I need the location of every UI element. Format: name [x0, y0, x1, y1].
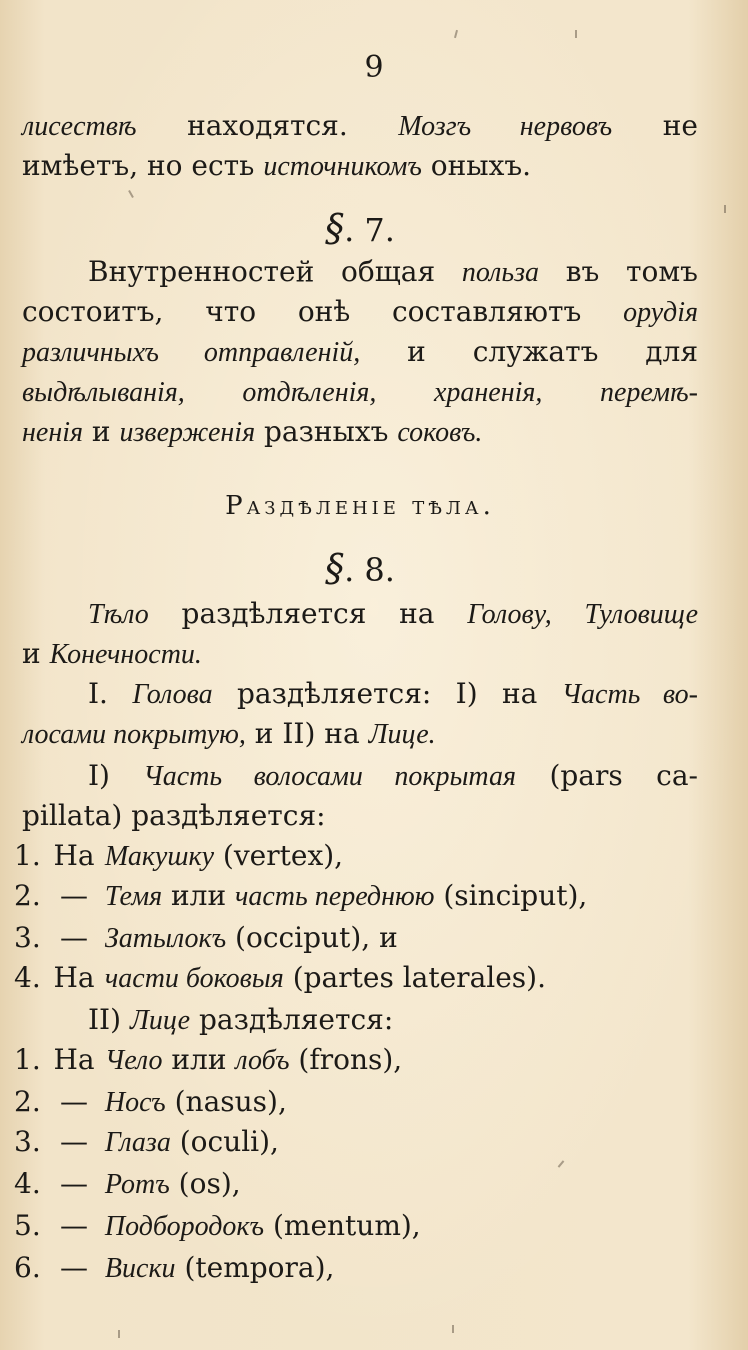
italic-term: Лице. — [368, 719, 436, 750]
list-item — [14, 958, 704, 999]
italic-term: Часть волосами покрытая — [143, 761, 517, 792]
italic-term: различныхъ отправленій, — [22, 337, 361, 368]
latin-term: (nasus), — [165, 1085, 287, 1118]
item-number: 2. — [14, 1085, 41, 1118]
latin-term: (partes laterales). — [283, 961, 546, 994]
text: I) — [88, 759, 144, 792]
italic-term: орудія — [623, 297, 698, 328]
text: и II) на — [245, 717, 369, 750]
italic-term: Глаза — [104, 1127, 171, 1158]
text: и — [83, 415, 120, 448]
latin-term: (os), — [169, 1167, 241, 1200]
section-8-heading — [22, 548, 698, 590]
item-number: 1. — [14, 839, 41, 872]
italic-term: соковъ. — [397, 417, 483, 448]
italic-term: изверженія — [119, 417, 256, 448]
italic-term: часть переднюю — [235, 881, 435, 912]
text: или — [162, 1043, 236, 1076]
item-number: 3. — [14, 921, 41, 954]
text-line — [88, 674, 698, 715]
text: и служатъ для — [360, 335, 698, 368]
italic-term: Тѣло — [88, 599, 149, 630]
italic-term: Голову, — [467, 599, 552, 630]
text-line — [88, 756, 698, 797]
italic-term: Конечности. — [49, 639, 202, 670]
italic-term: польза — [461, 257, 540, 288]
italic-term: источникомъ — [263, 151, 422, 182]
text-line — [22, 292, 698, 333]
section-number: . 7. — [344, 211, 395, 249]
italic-term: Виски — [104, 1253, 176, 1284]
item-number: 4. — [14, 961, 41, 994]
item-prefix: — — [60, 1167, 88, 1200]
italic-term: Макушку — [104, 841, 215, 872]
latin-term: (frons), — [289, 1043, 403, 1076]
list-item — [14, 1248, 704, 1289]
text: находятся. — [136, 109, 399, 142]
italic-term: выдѣлыванія, отдѣленія, храненія, перемѣ- — [22, 377, 698, 408]
italic-term: лобъ — [235, 1045, 290, 1076]
text: (pars ca- — [516, 759, 699, 792]
item-number: 4. — [14, 1167, 41, 1200]
text: и — [22, 637, 50, 670]
paper-speck — [575, 30, 577, 38]
text-line — [22, 146, 698, 187]
text: раздѣляется: — [190, 1003, 394, 1036]
item-prefix: — — [60, 921, 88, 954]
section-7-heading — [22, 208, 698, 250]
text — [552, 597, 585, 630]
item-prefix: — — [60, 1085, 88, 1118]
subheading — [88, 1000, 698, 1041]
item-prefix: — — [60, 1251, 88, 1284]
latin-term: (tempora), — [175, 1251, 335, 1284]
section-number: . 8. — [344, 551, 395, 589]
item-prefix: На — [53, 961, 95, 994]
list-item — [14, 1082, 704, 1123]
text: pillata) раздѣляется: — [22, 799, 326, 832]
latin-term: (oculi), — [170, 1125, 279, 1158]
italic-term: лосами покрытую, — [22, 719, 246, 750]
latin-term: (occiput), и — [226, 921, 398, 954]
item-prefix: На — [53, 839, 95, 872]
text-line — [88, 252, 698, 293]
item-number: 2. — [14, 879, 41, 912]
latin-term: (mentum), — [264, 1209, 421, 1242]
italic-term: лиcecтвѣ — [22, 111, 137, 142]
paper-speck — [452, 1325, 454, 1333]
text-line — [22, 372, 698, 413]
text-line — [22, 634, 698, 675]
list-item — [14, 1040, 704, 1081]
paper-speck — [118, 1330, 120, 1338]
italic-term: Ротъ — [104, 1169, 170, 1200]
text: раздѣляется: I) на — [212, 677, 562, 710]
text-line — [22, 714, 698, 755]
italic-term: Часть во- — [561, 679, 698, 710]
paper-speck — [128, 190, 134, 198]
item-prefix: — — [60, 1125, 88, 1158]
text-line — [22, 332, 698, 373]
section-symbol: § — [325, 546, 345, 590]
text: Внутренностей общая — [88, 255, 462, 288]
italic-term: ненія — [22, 417, 84, 448]
paper-speck — [724, 205, 726, 213]
italic-term: Лице — [129, 1005, 191, 1036]
text: оныхъ. — [421, 149, 532, 182]
italic-term: Чело — [104, 1045, 163, 1076]
italic-term: Темя — [104, 881, 163, 912]
list-item — [14, 876, 704, 917]
italic-term: Голова — [132, 679, 213, 710]
text-line — [22, 412, 698, 453]
text: имѣетъ, но есть — [22, 149, 264, 182]
chapter-heading: Раздѣленіе тѣла. — [225, 491, 495, 521]
text-line — [88, 594, 698, 635]
item-prefix: На — [53, 1043, 95, 1076]
item-number: 1. — [14, 1043, 41, 1076]
paper-speck — [454, 30, 458, 38]
italic-term: Затылокъ — [104, 923, 227, 954]
text: разныхъ — [255, 415, 398, 448]
list-item — [14, 1122, 704, 1163]
text: не — [612, 109, 698, 142]
latin-term: (sinciput), — [434, 879, 588, 912]
text: состоитъ, что онѣ составляютъ — [22, 295, 624, 328]
item-number: 3. — [14, 1125, 41, 1158]
italic-term: Туловище — [584, 599, 698, 630]
list-item — [14, 918, 704, 959]
text: II) — [88, 1003, 130, 1036]
section-symbol: § — [325, 206, 345, 250]
text: въ томъ — [539, 255, 698, 288]
list-item — [14, 1206, 704, 1247]
list-item — [14, 836, 704, 877]
item-number: 5. — [14, 1209, 41, 1242]
text: раздѣляется на — [148, 597, 468, 630]
text-line — [22, 796, 698, 836]
item-number: 6. — [14, 1251, 41, 1284]
text: I. — [88, 677, 133, 710]
list-item — [14, 1164, 704, 1205]
italic-term: Носъ — [104, 1087, 166, 1118]
item-prefix: — — [60, 1209, 88, 1242]
italic-term: Мозгъ нервовъ — [398, 111, 613, 142]
text: или — [162, 879, 236, 912]
item-prefix: — — [60, 879, 88, 912]
italic-term: Подбородокъ — [104, 1211, 265, 1242]
text-line — [22, 106, 698, 147]
page-number: 9 — [364, 50, 384, 85]
latin-term: (vertex), — [214, 839, 344, 872]
italic-term: части боковыя — [104, 963, 284, 994]
